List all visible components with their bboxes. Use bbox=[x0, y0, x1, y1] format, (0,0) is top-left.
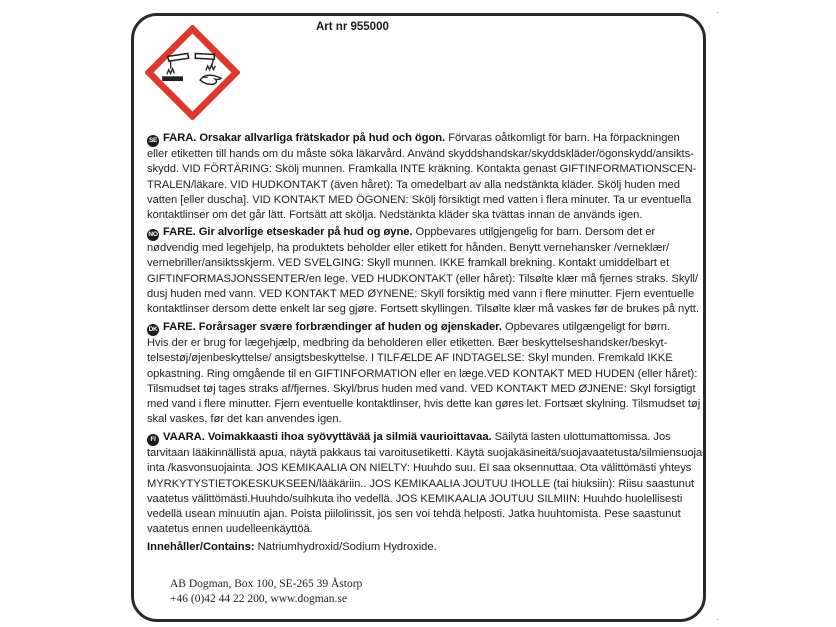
language-badge-no: NO bbox=[147, 229, 159, 241]
body-line: GIFTINFORMASJONSSENTER/en lege. VED HUDKONTAKT (eller håret): Tilsølte klær må fjernes straks. Skyll/ bbox=[147, 272, 698, 285]
section-no bbox=[147, 225, 699, 317]
language-badge-dk: DK bbox=[147, 324, 159, 336]
body-line: vernebriller/ansiktsskjerm. VED SVELGING: Skyll munnen. IKKE framkall brekning. Kontakt umiddelbart et bbox=[147, 257, 670, 270]
body-line: nødvendig med legehjelp, ha produktets beholder eller etikett for hånden. Benytt vernehansker /verneklær/ bbox=[147, 242, 670, 254]
contains-label: Innehåller/Contains: bbox=[147, 541, 255, 553]
crop-mark bbox=[717, 619, 718, 620]
article-number: Art nr 955000 bbox=[316, 21, 389, 33]
body-line: telsestøj/øjenbeskyttelse/ ansigtsbeskyttelse. I TILFÆLDE AF INDTAGELSE: Skyl munden. Fremkald IKKE bbox=[147, 352, 673, 365]
section-first-line bbox=[147, 225, 692, 241]
company-address: AB Dogman, Box 100, SE-265 39 Åstorp bbox=[170, 578, 363, 590]
body-line: TRALEN/läkare. VID HUDKONTAKT (även håret): Ta omedelbart av alla nedstänkta kläder. Skölj huden med bbox=[147, 178, 680, 191]
company-info bbox=[170, 577, 362, 606]
contains-value: Natriumhydroxid/Sodium Hydroxide. bbox=[254, 541, 437, 553]
body-text: Säilytä lasten ulottumattomissa. Jos bbox=[491, 431, 671, 443]
body-text: Opbevares utilgængeligt for børn. bbox=[501, 321, 671, 333]
crop-mark bbox=[717, 12, 718, 13]
ghs-corrosion-pictogram-icon bbox=[145, 25, 240, 120]
body-line: vedellä usean minuutin ajan. Poista piilolinssit, jos sen voi tehdä helposti. Jatka huuhtomista. Pese saastunut bbox=[147, 508, 681, 521]
section-fi bbox=[147, 430, 706, 538]
body-line: MYRKYTYSTIETOKESKUKSEEN/lääkäriin.. JOS KEMIKAALIA JOUTUU IHOLLE (tai hiuksiin): Riisu saastunut bbox=[147, 477, 695, 490]
body-text: Förvaras oåtkomligt för barn. Ha förpackningen bbox=[445, 132, 680, 144]
body-line: kontaktlinser om det går lätt. Fortsätt att skölja. Nedstänkta kläder ska tvättas innan de används igen. bbox=[147, 209, 643, 222]
language-badge-se: SE bbox=[147, 135, 159, 147]
body-line: opkastning. Ring omgående til en GIFTINFORMATION eller en læge.VED KONTAKT MED HUDEN (eller håret): bbox=[147, 367, 698, 380]
body-line: skal vaskes, før det kan anvendes igen. bbox=[147, 413, 342, 426]
body-line: vatten [eller duscha]. VID KONTAKT MED ÖGONEN: Skölj försiktigt med vatten i flera minuter. Ta ur eventuella bbox=[147, 193, 692, 206]
body-text: Oppbevares utilgjengelig for barn. Dersom det er bbox=[412, 226, 656, 238]
hazard-headline: VAARA. Voimakkaasti ihoa syövyttävää ja silmiä vaurioittavaa. bbox=[163, 431, 492, 443]
body-line: kontaktlinser dersom dette enkelt lar seg gjøre. Fortsett skyllingen. Tilsølte klær må vaskes før de brukes på nytt. bbox=[147, 303, 699, 316]
body-line: tarvitaan lääkinnällistä apua, näytä pakkaus tai varoitusetiketti. Käytä suojakäsineitä/suojavaatetusta/silmiensuoja- bbox=[147, 447, 706, 459]
company-contact: +46 (0)42 44 22 200, www.dogman.se bbox=[170, 592, 347, 605]
body-line: inta /kasvonsuojainta. JOS KEMIKAALIA ON NIELTY: Huuhdo suu. EI saa oksennuttaa. Ota välittömästi yhteys bbox=[147, 462, 692, 475]
body-line: eller etiketten till hands om du måste söka läkarvård. Använd skyddshandskar/skyddskläder/ögonskydd/ansikts- bbox=[147, 148, 694, 160]
body-line: dusj huden med vann. VED KONTAKT MED ØYNENE: Skyll forsiktig med vann i flere minutter. Fjern eventuelle bbox=[147, 287, 695, 300]
section-first-line bbox=[147, 430, 692, 446]
contains-statement bbox=[147, 541, 437, 553]
language-badge-fi: FI bbox=[147, 434, 159, 446]
body-line: vaatetus ennen uudelleenkäyttöä. bbox=[147, 523, 313, 536]
hazard-headline: FARE. Forårsager svære forbrændinger af huden og øjenskader. bbox=[163, 321, 502, 333]
body-line: Hvis der er brug for lægehjælp, medbring da beholderen eller etiketten. Bær beskyttelseshandsker/beskyt- bbox=[147, 337, 668, 349]
body-line: vaatetus välittömästi.Huuhdo/suihkuta iho vedellä. JOS KEMIKAALIA JOUTUU SILMIIN: Huuhdo huolellisesti bbox=[147, 492, 683, 505]
hazard-headline: FARA. Orsakar allvarliga frätskador på hud och ögon. bbox=[163, 132, 446, 144]
section-first-line bbox=[147, 131, 692, 147]
body-line: skydd. VID FÖRTÄRING: Skölj munnen. Framkalla INTE kräkning. Kontakta genast GIFTINFORMATIONSCEN- bbox=[147, 163, 697, 176]
section-se bbox=[147, 131, 697, 223]
body-line: Tilsmudset tøj tages straks af/fjernes. Skyl/brus huden med vand. VED KONTAKT MED ØJNENE: Skyl forsigtigt bbox=[147, 382, 696, 395]
section-first-line bbox=[147, 320, 692, 336]
section-dk bbox=[147, 320, 701, 428]
body-line: med vand i flere minutter. Fjern eventuelle kontaktlinser, hvis dette kan gøres let. Fortsæt skylning. Tilsmudset tøj bbox=[147, 398, 701, 411]
hazard-headline: FARE. Gir alvorlige etseskader på hud og øyne. bbox=[163, 226, 413, 238]
